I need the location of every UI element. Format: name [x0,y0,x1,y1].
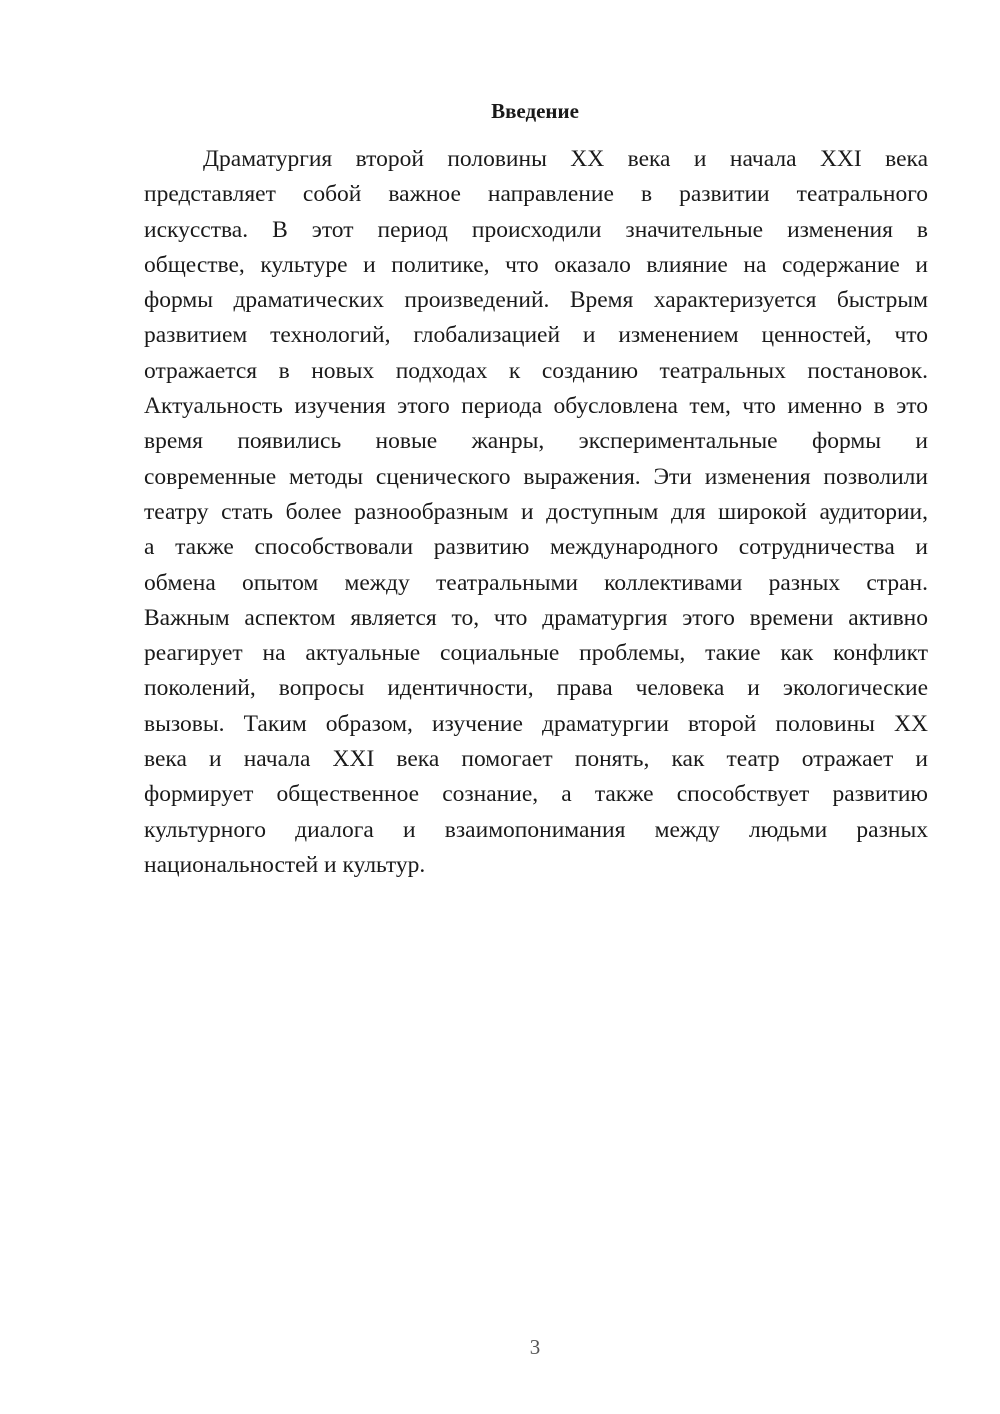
paragraph-line: Актуальность изучения этого периода обусловлена тем, что именно в это [144,393,928,420]
paragraph-line: а также способствовали развитию международного сотрудничества и [144,534,928,561]
paragraph-line: обмена опытом между театральными коллективами разных стран. [144,569,928,596]
paragraph-line: реагирует на актуальные социальные проблемы, такие как конфликт [144,640,928,667]
paragraph-line: развитием технологий, глобализацией и изменением ценностей, что [144,322,928,349]
paragraph-line: формы драматических произведений. Время характеризуется быстрым [144,287,928,314]
paragraph-line: века и начала XXI века помогает понять, как театр отражает и [144,746,928,773]
paragraph-line: время появились новые жанры, экспериментальные формы и [144,428,928,455]
paragraph-line: культурного диалога и взаимопонимания между людьми разных [144,816,928,843]
paragraph-line: отражается в новых подходах к созданию театральных постановок. [144,357,928,384]
paragraph-line: искусства. В этот период происходили значительные изменения в [144,216,928,243]
section-heading: Введение [491,99,579,123]
paragraph-line: современные методы сценического выражения. Эти изменения позволили [144,463,928,490]
paragraph-line: Драматургия второй половины XX века и начала XXI века [203,146,928,172]
page-number: 3 [529,1335,541,1359]
paragraph-line: обществе, культуре и политике, что оказало влияние на содержание и [144,251,928,278]
paragraph-line: вызовы. Таким образом, изучение драматургии второй половины XX [144,710,928,737]
paragraph-line: Важным аспектом является то, что драматургия этого времени активно [144,604,928,631]
paragraph-line: поколений, вопросы идентичности, права человека и экологические [144,675,928,702]
paragraph-line: театру стать более разнообразным и доступным для широкой аудитории, [144,498,928,525]
introduction-paragraph [144,142,928,883]
paragraph-line: представляет собой важное направление в развитии театрального [144,181,928,208]
paragraph-line: национальностей и культур. [144,851,426,878]
paragraph-line: формирует общественное сознание, а также способствует развитию [144,781,928,808]
